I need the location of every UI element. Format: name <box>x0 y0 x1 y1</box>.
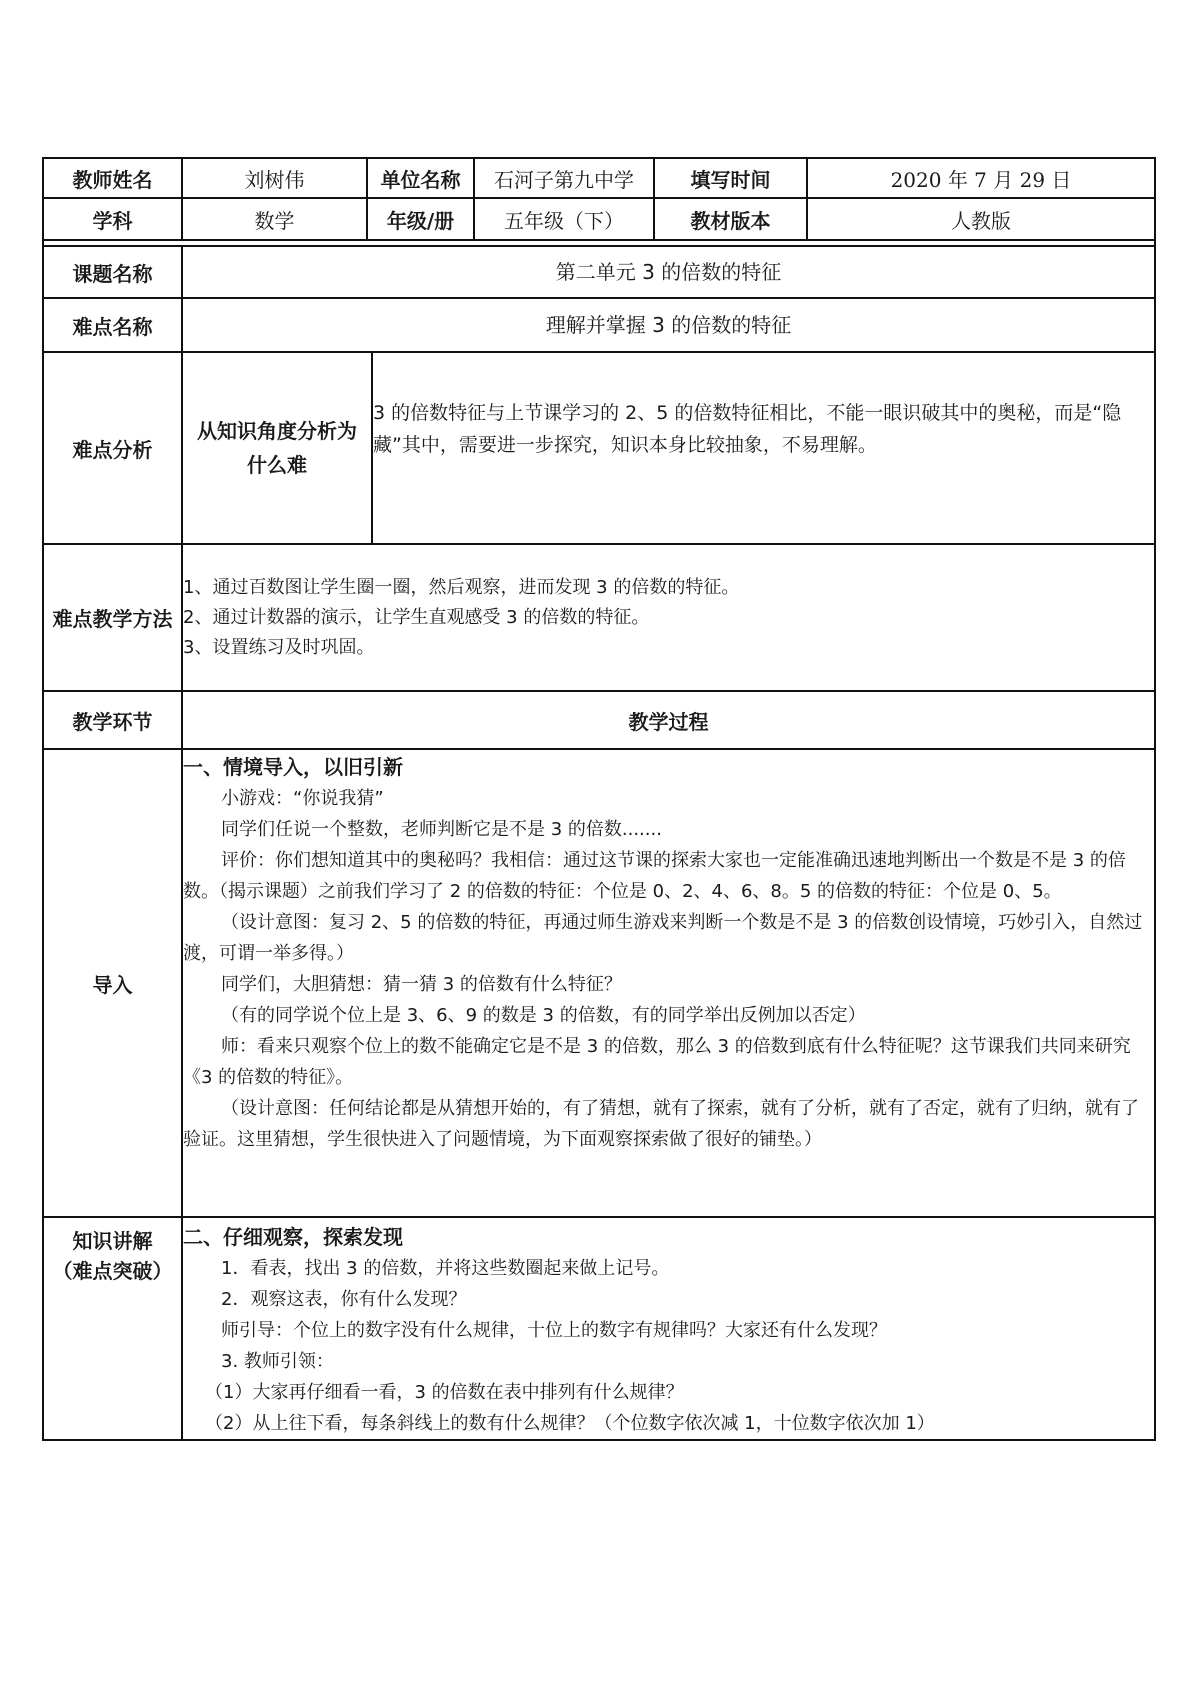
unit-value: 石河子第九中学 <box>474 158 654 198</box>
intro-label: 导入 <box>43 749 182 1217</box>
intro-paragraph: 评价：你们想知道其中的奥秘吗？我相信：通过这节课的探索大家也一定能准确迅速地判断出一个数是不是 3 的倍数。（揭示课题）之前我们学习了 2 的倍数的特征：个位是 0、2、4、6、8。5 的倍数的特征：个位是 0、5。 <box>183 850 1126 902</box>
knowledge-paragraph: （2）从上往下看，每条斜线上的数有什么规律？（个位数字依次减 1，十位数字依次加 1） <box>205 1413 935 1434</box>
intro-content <box>182 749 1155 1217</box>
intro-paragraph: 同学们，大胆猜想：猜一猜 3 的倍数有什么特征？ <box>221 974 622 995</box>
stage-label: 教学环节 <box>43 691 182 749</box>
knowledge-content <box>182 1217 1155 1440</box>
method-item: 1、通过百数图让学生圈一圈，然后观察，进而发现 3 的倍数的特征。 <box>183 576 740 598</box>
intro-paragraph: （有的同学说个位上是 3、6、9 的数是 3 的倍数，有的同学举出反例加以否定） <box>221 1005 866 1026</box>
intro-paragraph: 师：看来只观察个位上的数不能确定它是不是 3 的倍数，那么 3 的倍数到底有什么特征呢？这节课我们共同来研究《3 的倍数的特征》。 <box>183 1036 1131 1088</box>
edition-label: 教材版本 <box>654 198 807 240</box>
edition-value: 人教版 <box>807 198 1155 240</box>
intro-heading: 一、情境导入，以旧引新 <box>183 755 403 779</box>
header-row-1 <box>43 158 1155 198</box>
methods-row <box>43 544 1155 691</box>
topic-value: 第二单元 3 的倍数的特征 <box>182 246 1155 298</box>
knowledge-paragraph: 师引导：个位上的数字没有什么规律，十位上的数字有规律吗？大家还有什么发现？ <box>221 1320 887 1341</box>
intro-row <box>43 749 1155 1217</box>
date-label: 填写时间 <box>654 158 807 198</box>
difficulty-label: 难点名称 <box>43 298 182 352</box>
knowledge-heading: 二、仔细观察，探索发现 <box>183 1225 403 1249</box>
knowledge-label-line1: 知识讲解 <box>72 1229 153 1253</box>
subject-label: 学科 <box>43 198 182 240</box>
method-item: 3、设置练习及时巩固。 <box>183 636 375 658</box>
grade-label: 年级/册 <box>367 198 474 240</box>
lesson-plan-table <box>42 157 1156 1441</box>
analysis-text: 3 的倍数特征与上节课学习的 2、5 的倍数特征相比，不能一眼识破其中的奥秘，而是“隐藏”其中，需要进一步探究，知识本身比较抽象，不易理解。 <box>372 352 1155 544</box>
process-header-row <box>43 691 1155 749</box>
teacher-label: 教师姓名 <box>43 158 182 198</box>
knowledge-row <box>43 1217 1155 1440</box>
intro-paragraph: （设计意图：任何结论都是从猜想开始的，有了猜想，就有了探索，就有了分析，就有了否定，就有了归纳，就有了验证。这里猜想，学生很快进入了问题情境，为下面观察探索做了很好的铺垫。） <box>183 1098 1139 1150</box>
knowledge-paragraph: （1）大家再仔细看一看，3 的倍数在表中排列有什么规律？ <box>205 1382 684 1403</box>
analysis-label: 难点分析 <box>43 352 182 544</box>
knowledge-label <box>43 1217 182 1440</box>
subject-value: 数学 <box>182 198 367 240</box>
unit-label: 单位名称 <box>367 158 474 198</box>
knowledge-paragraph: 3. 教师引领： <box>221 1351 334 1372</box>
method-item: 2、通过计数器的演示，让学生直观感受 3 的倍数的特征。 <box>183 606 650 628</box>
process-label: 教学过程 <box>182 691 1155 749</box>
knowledge-label-line2: （难点突破） <box>52 1259 173 1283</box>
topic-label: 课题名称 <box>43 246 182 298</box>
analysis-row <box>43 352 1155 544</box>
header-row-2 <box>43 198 1155 240</box>
intro-paragraph: 同学们任说一个整数，老师判断它是不是 3 的倍数....... <box>221 819 662 840</box>
knowledge-paragraph: 2．观察这表，你有什么发现？ <box>221 1289 467 1310</box>
methods-label: 难点教学方法 <box>43 544 182 691</box>
grade-value: 五年级（下） <box>474 198 654 240</box>
intro-paragraph: 小游戏：“你说我猜” <box>221 788 384 809</box>
knowledge-paragraph: 1．看表，找出 3 的倍数，并将这些数圈起来做上记号。 <box>221 1258 670 1279</box>
difficulty-row <box>43 298 1155 352</box>
topic-row <box>43 246 1155 298</box>
difficulty-value: 理解并掌握 3 的倍数的特征 <box>182 298 1155 352</box>
date-value: 2020 年 7 月 29 日 <box>807 158 1155 198</box>
intro-paragraph: （设计意图：复习 2、5 的倍数的特征，再通过师生游戏来判断一个数是不是 3 的倍数创设情境，巧妙引入，自然过渡，可谓一举多得。） <box>183 912 1143 964</box>
methods-list <box>182 544 1155 691</box>
analysis-sub-label: 从知识角度分析为什么难 <box>182 352 372 544</box>
teacher-value: 刘树伟 <box>182 158 367 198</box>
